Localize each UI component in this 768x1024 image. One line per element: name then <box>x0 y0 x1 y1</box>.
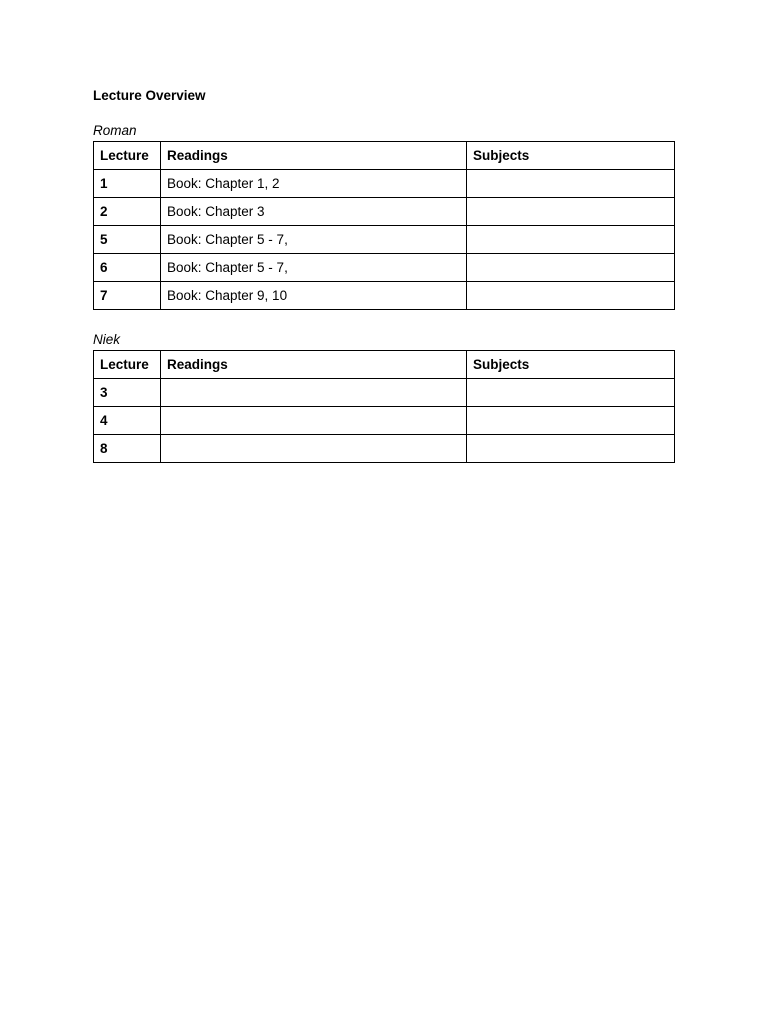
table-row <box>94 407 675 435</box>
lecture-number-cell: 8 <box>94 435 161 463</box>
subjects-cell <box>467 198 675 226</box>
subjects-cell <box>467 435 675 463</box>
header-subjects: Subjects <box>467 142 675 170</box>
section-label-niek: Niek <box>93 332 121 347</box>
subjects-cell <box>467 282 675 310</box>
subjects-cell <box>467 379 675 407</box>
readings-cell: Book: Chapter 9, 10 <box>161 282 467 310</box>
subjects-cell <box>467 407 675 435</box>
table-row <box>94 170 675 198</box>
table-row <box>94 226 675 254</box>
lecture-number-cell: 7 <box>94 282 161 310</box>
header-lecture: Lecture <box>94 351 161 379</box>
table-row <box>94 254 675 282</box>
lecture-number-cell: 2 <box>94 198 161 226</box>
readings-cell: Book: Chapter 3 <box>161 198 467 226</box>
header-readings: Readings <box>161 142 467 170</box>
readings-cell: Book: Chapter 5 - 7, <box>161 226 467 254</box>
document-title: Lecture Overview <box>93 88 206 103</box>
lecture-number-cell: 1 <box>94 170 161 198</box>
header-readings: Readings <box>161 351 467 379</box>
subjects-cell <box>467 254 675 282</box>
readings-cell: Book: Chapter 5 - 7, <box>161 254 467 282</box>
table-row <box>94 435 675 463</box>
lecture-number-cell: 6 <box>94 254 161 282</box>
lecture-table-niek <box>93 350 675 463</box>
lecture-table-roman <box>93 141 675 310</box>
lecture-number-cell: 3 <box>94 379 161 407</box>
readings-cell <box>161 407 467 435</box>
table-header-row <box>94 351 675 379</box>
subjects-cell <box>467 226 675 254</box>
table-row <box>94 282 675 310</box>
table-header-row <box>94 142 675 170</box>
header-lecture: Lecture <box>94 142 161 170</box>
table-row <box>94 379 675 407</box>
section-label-roman: Roman <box>93 123 137 138</box>
lecture-number-cell: 5 <box>94 226 161 254</box>
subjects-cell <box>467 170 675 198</box>
readings-cell <box>161 435 467 463</box>
table-row <box>94 198 675 226</box>
readings-cell <box>161 379 467 407</box>
header-subjects: Subjects <box>467 351 675 379</box>
readings-cell: Book: Chapter 1, 2 <box>161 170 467 198</box>
lecture-number-cell: 4 <box>94 407 161 435</box>
